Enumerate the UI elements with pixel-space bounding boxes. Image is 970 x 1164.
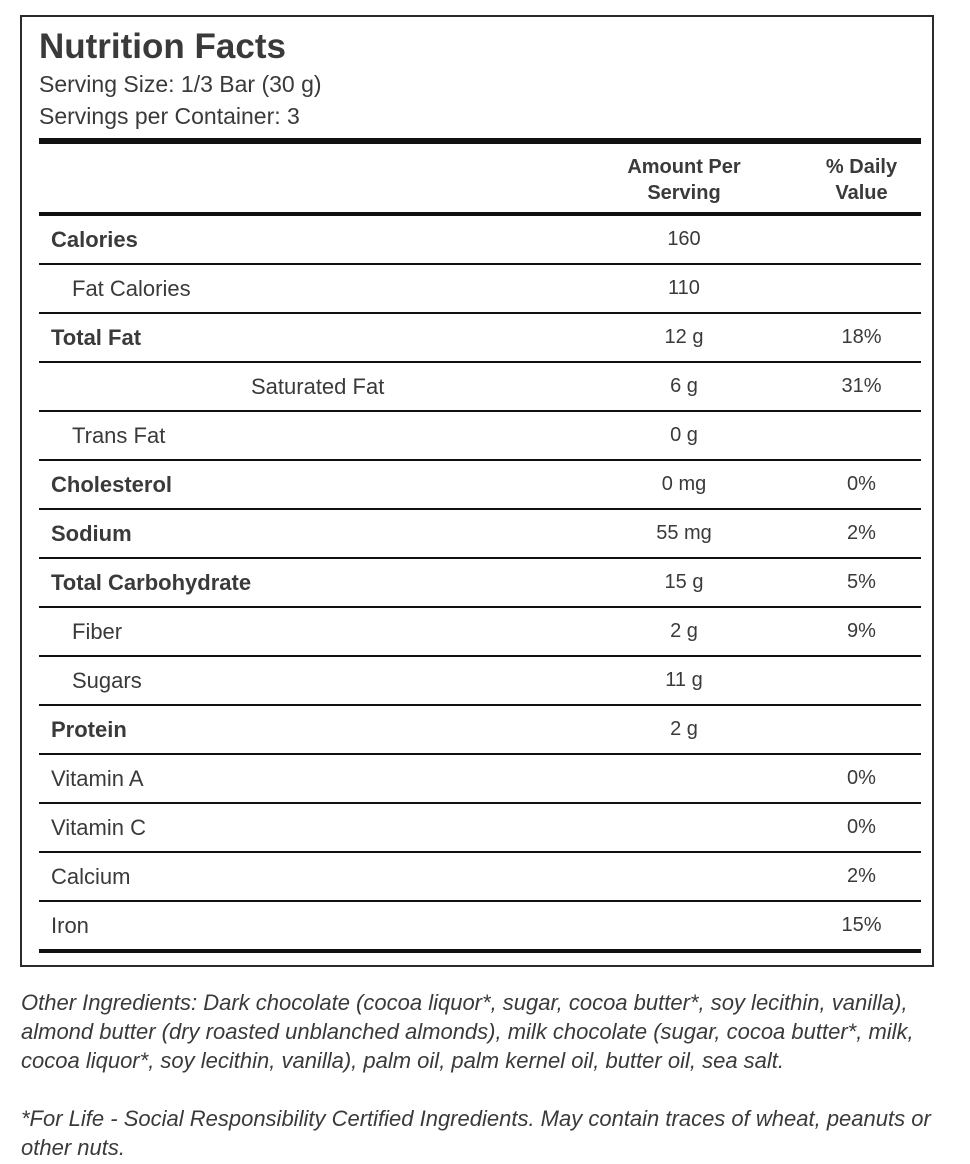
column-header-daily-value bbox=[789, 154, 934, 206]
table-row bbox=[39, 412, 921, 461]
servings-per-container: Servings per Container: 3 bbox=[39, 103, 300, 129]
nutrient-daily-value: 0% bbox=[847, 816, 876, 838]
nutrient-amount: 11 g bbox=[665, 669, 703, 691]
table-row bbox=[39, 755, 921, 804]
nutrient-name: Calcium bbox=[51, 864, 131, 889]
nutrient-name: Calories bbox=[51, 227, 138, 252]
table-row bbox=[39, 363, 921, 412]
nutrient-name: Saturated Fat bbox=[251, 374, 385, 399]
nutrient-amount: 2 g bbox=[670, 718, 698, 740]
nutrient-amount: 160 bbox=[667, 228, 701, 250]
table-row bbox=[39, 510, 921, 559]
column-header-amount bbox=[599, 154, 769, 206]
table-row bbox=[39, 216, 921, 265]
nutrient-name: Sodium bbox=[51, 521, 132, 546]
nutrient-name: Protein bbox=[51, 717, 127, 742]
nutrient-daily-value: 0% bbox=[847, 767, 876, 789]
nutrient-daily-value: 18% bbox=[841, 326, 882, 348]
nutrient-name: Vitamin A bbox=[51, 766, 144, 791]
nutrient-amount: 2 g bbox=[670, 620, 698, 642]
nutrient-amount: 15 g bbox=[664, 571, 704, 593]
column-header-amount-line2: Serving bbox=[647, 182, 721, 204]
nutrient-name: Total Carbohydrate bbox=[51, 570, 252, 595]
nutrient-name: Trans Fat bbox=[72, 423, 166, 448]
ingredients-text: Other Ingredients: Dark chocolate (cocoa liquor*, sugar, cocoa butter*, soy lecithin, vanilla), almond butter (dry roasted unblanched almonds), milk chocolate (sugar, cocoa butter*, milk, cocoa liquor*, soy lecithin, vanilla), palm oil, palm kernel oil, butter oil, sea salt. bbox=[21, 990, 914, 1073]
table-row bbox=[39, 657, 921, 706]
table-row bbox=[39, 853, 921, 902]
nutrient-amount: 6 g bbox=[670, 375, 698, 397]
table-header bbox=[39, 144, 921, 216]
nutrient-daily-value: 2% bbox=[847, 865, 876, 887]
nutrient-name: Total Fat bbox=[51, 325, 142, 350]
table-row bbox=[39, 559, 921, 608]
column-header-dv-line1: % Daily bbox=[825, 156, 898, 178]
table-row bbox=[39, 804, 921, 853]
nutrient-name: Cholesterol bbox=[51, 472, 173, 497]
certification-disclaimer: *For Life - Social Responsibility Certified Ingredients. May contain traces of wheat, peanuts or other nuts. bbox=[21, 1106, 931, 1160]
table-row bbox=[39, 265, 921, 314]
nutrient-name: Sugars bbox=[72, 668, 142, 693]
column-header-dv-line2: Value bbox=[835, 182, 888, 204]
table-row bbox=[39, 608, 921, 657]
nutrient-amount: 0 g bbox=[670, 424, 698, 446]
table-row bbox=[39, 706, 921, 755]
nutrient-daily-value: 15% bbox=[841, 914, 882, 936]
nutrient-daily-value: 9% bbox=[847, 620, 876, 642]
nutrition-facts-panel bbox=[20, 15, 934, 967]
nutrient-daily-value: 5% bbox=[847, 571, 876, 593]
nutrient-amount: 12 g bbox=[664, 326, 704, 348]
nutrient-amount: 110 bbox=[668, 277, 700, 299]
nutrition-facts-title: Nutrition Facts bbox=[39, 27, 286, 66]
table-row bbox=[39, 461, 921, 510]
table-row bbox=[39, 902, 921, 953]
nutrient-name: Fat Calories bbox=[72, 276, 191, 301]
nutrient-daily-value: 0% bbox=[847, 473, 876, 495]
nutrient-amount: 0 mg bbox=[661, 473, 707, 495]
serving-size: Serving Size: 1/3 Bar (30 g) bbox=[39, 71, 322, 97]
nutrition-table bbox=[39, 138, 921, 953]
table-row bbox=[39, 314, 921, 363]
nutrient-name: Fiber bbox=[72, 619, 123, 644]
nutrient-daily-value: 2% bbox=[847, 522, 876, 544]
nutrient-name: Vitamin C bbox=[51, 815, 146, 840]
column-header-amount-line1: Amount Per bbox=[627, 156, 741, 178]
nutrient-name: Iron bbox=[51, 913, 89, 938]
nutrient-daily-value: 31% bbox=[841, 375, 882, 397]
nutrient-amount: 55 mg bbox=[656, 522, 712, 544]
